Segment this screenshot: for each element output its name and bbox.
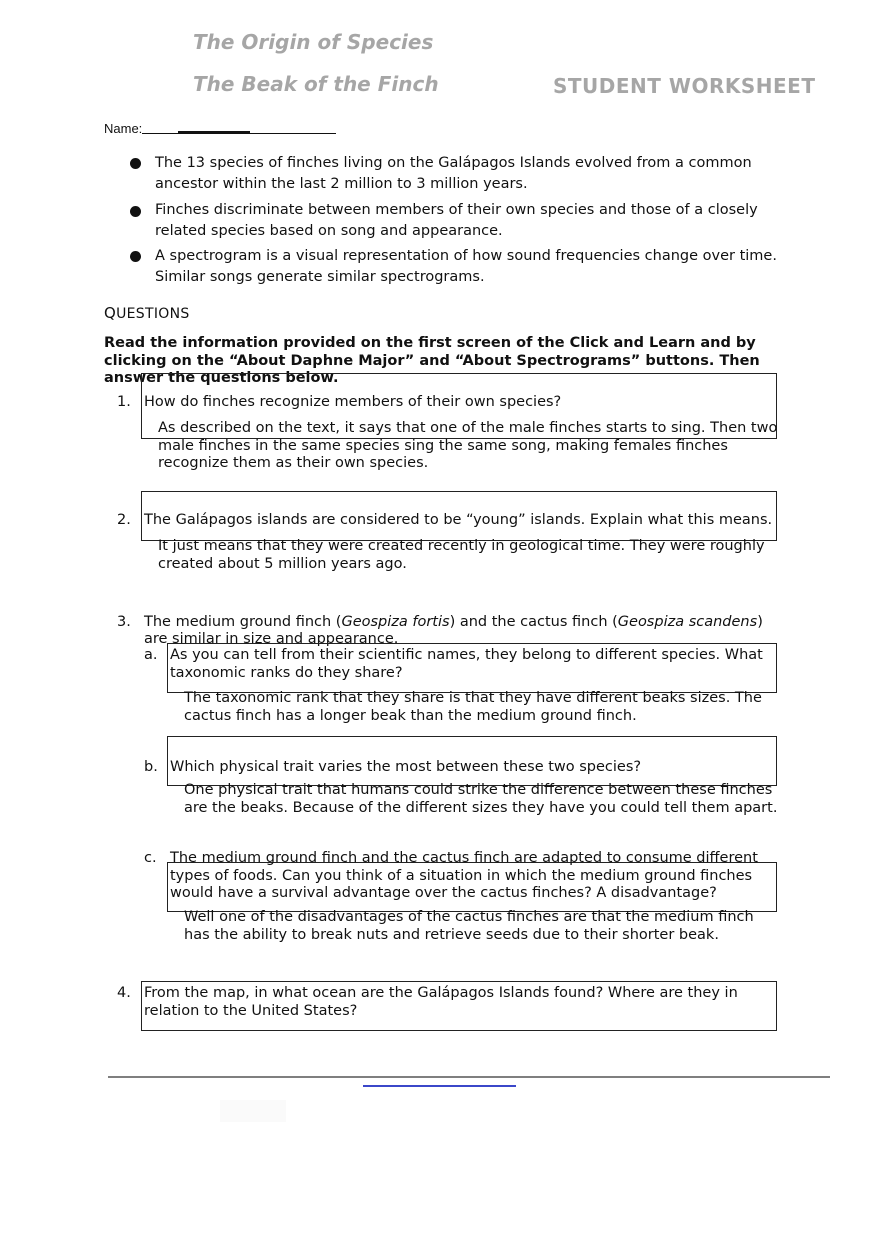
bullet-text-1: The 13 species of finches living on the Galápagos Islands evolved from a common ancestor within the last 2 million to 3 million years. [155, 155, 752, 192]
q3c-answer[interactable]: Well one of the disadvantages of the cactus finches are that the medium finch has the ability to break nuts and retrieve seeds due to their shorter beak. [184, 909, 754, 943]
q3b-answer[interactable]: One physical trait that humans could strike the difference between these finches are the beaks. Because of the different sizes they have you could tell them apart. [184, 782, 778, 816]
q3b-question: Which physical trait varies the most between these two species? [170, 759, 642, 775]
q4-question: From the map, in what ocean are the Galápagos Islands found? Where are they in relation to the United States? [144, 985, 738, 1019]
instructions: Read the information provided on the first screen of the Click and Learn and by clicking on the “About Daphne Major” and “About Spectrograms” buttons. Then answer the questions below. [104, 335, 760, 386]
student-worksheet-label: STUDENT WORKSHEET [553, 74, 816, 98]
q3c-label: c. [144, 850, 157, 866]
footer-faint-logo [220, 1100, 286, 1122]
q3-question-cont: are similar in size and appearance. [144, 631, 399, 647]
name-label: Name: [104, 121, 143, 136]
q3-text-c: ) [757, 614, 763, 630]
q1-number: 1. [117, 394, 131, 410]
footer-link-underline[interactable] [363, 1085, 516, 1087]
bullet-dot [130, 206, 141, 217]
q3a-answer[interactable]: The taxonomic rank that they share is that they have different beaks sizes. The cactus finch has a longer beak than the medium ground finch. [184, 690, 762, 724]
q3-number: 3. [117, 614, 131, 630]
q3-text-a: The medium ground finch ( [144, 614, 342, 630]
questions-heading-first: Q [104, 304, 117, 322]
title-origin-of-species: The Origin of Species [193, 30, 434, 54]
q3-sci-name-fortis: Geospiza fortis [341, 614, 450, 630]
footer-rule [108, 1076, 830, 1078]
q3b-label: b. [144, 759, 158, 775]
questions-heading-rest: UESTIONS [116, 306, 190, 322]
bullet-text-3: A spectrogram is a visual representation of how sound frequencies change over time. Similar songs generate similar spectrograms. [155, 248, 777, 285]
bullet-dot [130, 158, 141, 169]
q1-answer[interactable]: As described on the text, it says that one of the male finches starts to sing. Then two male finches in the same species sing the same song, making females finches recognize them as their own species. [158, 420, 778, 471]
q2-answer[interactable]: It just means that they were created recently in geological time. They were roughly created about 5 million years ago. [158, 538, 765, 572]
questions-heading [104, 304, 190, 322]
q3c-question: The medium ground finch and the cactus finch are adapted to consume different types of foods. Can you think of a situation in which the medium ground finches would have a survival advantage over the cactus finches? A disadvantage? [170, 850, 758, 901]
q3-question [144, 614, 784, 632]
q2-question: The Galápagos islands are considered to be “young” islands. Explain what this means. [144, 512, 773, 528]
q2-number: 2. [117, 512, 131, 528]
bullet-text-2: Finches discriminate between members of their own species and those of a closely related species based on song and appearance. [155, 202, 758, 239]
q1-question: How do finches recognize members of their own species? [144, 394, 562, 410]
q3-text-b: ) and the cactus finch ( [449, 614, 618, 630]
q4-number: 4. [117, 985, 131, 1001]
q3a-question: As you can tell from their scientific names, they belong to different species. What taxonomic ranks do they share? [170, 647, 763, 681]
title-beak-of-finch: The Beak of the Finch [193, 72, 439, 96]
bullet-dot [130, 251, 141, 262]
name-underline-accent [178, 131, 250, 133]
q3-sci-name-scandens: Geospiza scandens [617, 614, 758, 630]
q3a-label: a. [144, 647, 158, 663]
